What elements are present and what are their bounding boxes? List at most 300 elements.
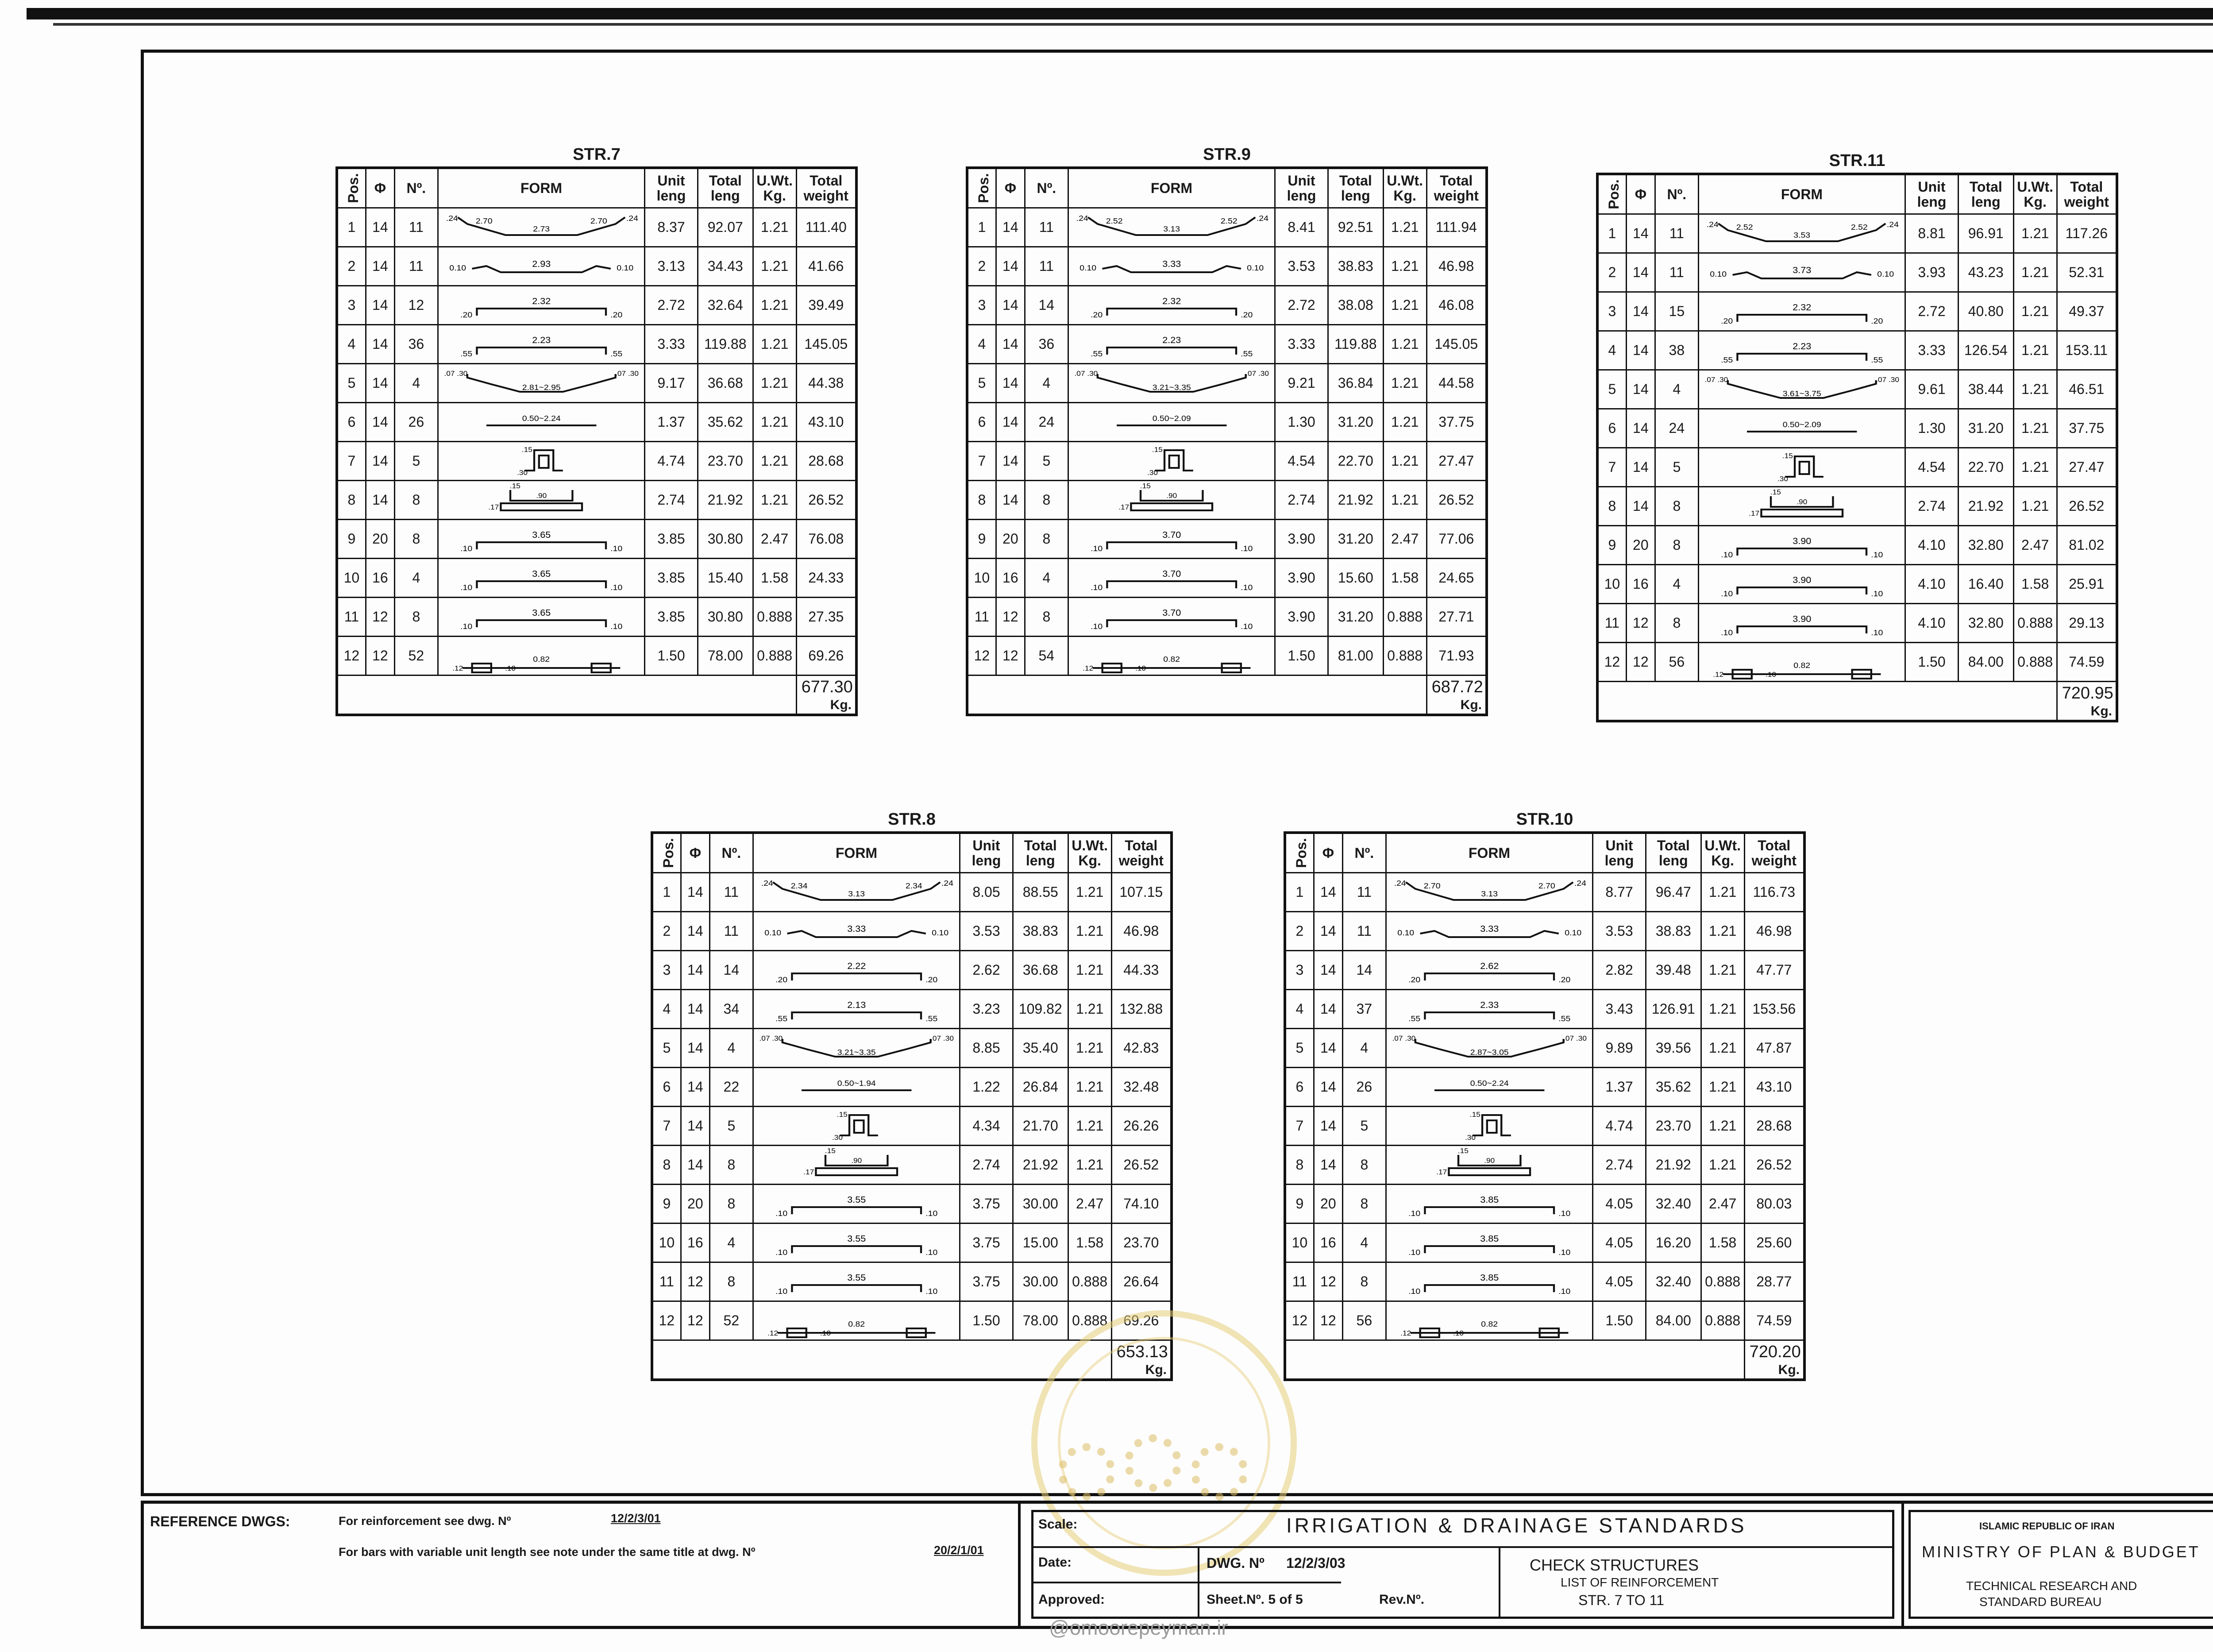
cell-no: 8 (1655, 487, 1698, 526)
table-row (337, 247, 856, 286)
cell-weight: 74.10 (1111, 1185, 1172, 1224)
cell-no: 8 (1025, 598, 1068, 637)
cell-uwt: 1.21 (1701, 951, 1744, 990)
bar-schedule (1596, 151, 2118, 722)
cell-phi: 14 (996, 403, 1025, 442)
cell-pos: 9 (1597, 526, 1626, 565)
cell-weight: 28.77 (1744, 1262, 1804, 1301)
revision-label: Rev.Nº. (1379, 1592, 1425, 1607)
cell-weight: 43.10 (1744, 1068, 1804, 1107)
header-form: FORM (753, 833, 960, 873)
bar-shape-loop (1068, 481, 1275, 520)
table-row (652, 1224, 1172, 1262)
dimension-label: 2.32 (1792, 302, 1811, 313)
cell-weight: 25.60 (1744, 1224, 1804, 1262)
dimension-label: .90 (1166, 491, 1177, 500)
cell-phi: 16 (1626, 565, 1655, 604)
dimension-label: .20 (1558, 975, 1571, 984)
dimension-label: .07 .30 (1245, 369, 1269, 378)
dimension-label: 3.21~3.35 (837, 1047, 876, 1057)
header-pos-cell (652, 833, 681, 873)
bar-line (477, 309, 606, 316)
cell-pos: 2 (1597, 253, 1626, 292)
bar-shape-straight (438, 403, 644, 442)
dimension-label: .20 (610, 310, 623, 319)
bar-shape-hook (1698, 526, 1905, 565)
bar-line (539, 455, 549, 468)
cell-pos: 1 (652, 873, 681, 912)
cell-no: 11 (1342, 912, 1386, 951)
dimension-label: .12 (767, 1329, 778, 1337)
gear-icon (1124, 1434, 1182, 1492)
cell-unit: 1.50 (1275, 637, 1328, 675)
cell-unit: 4.10 (1905, 565, 1959, 604)
reference-label: REFERENCE DWGS: (150, 1513, 290, 1529)
bar-shape-drawing (439, 637, 644, 675)
cell-pos: 8 (652, 1146, 681, 1185)
dimension-label: 2.70 (1423, 881, 1441, 890)
cell-total: 78.00 (1013, 1301, 1068, 1340)
dimension-label: .20 (925, 975, 938, 984)
cell-uwt: 2.47 (1068, 1185, 1111, 1224)
cell-pos: 3 (967, 286, 996, 325)
bar-shape-hook (1068, 520, 1275, 559)
cell-phi: 20 (1626, 526, 1655, 565)
cell-uwt: 0.888 (753, 598, 796, 637)
dimension-label: .30 (517, 468, 528, 477)
bar-shape-drawing (754, 873, 959, 911)
cell-phi: 14 (996, 286, 1025, 325)
table-row (337, 637, 856, 675)
bar-shape-drawing (1699, 448, 1905, 486)
divider (1031, 1546, 1894, 1548)
cell-uwt: 0.888 (753, 637, 796, 675)
ministry-name: MINISTRY OF PLAN & BUDGET (1922, 1543, 2200, 1561)
cell-weight: 32.48 (1111, 1068, 1172, 1107)
cell-no: 5 (394, 442, 438, 481)
table-row (1285, 1068, 1804, 1107)
dimension-label: 3.55 (847, 1195, 866, 1205)
dimension-label: 2.73 (533, 224, 550, 233)
cell-no: 36 (1025, 325, 1068, 364)
bar-shape-hook (1068, 559, 1275, 598)
total-weight: 677.30 (801, 678, 853, 696)
cell-weight: 41.66 (796, 247, 856, 286)
subtitle-list: LIST OF REINFORCEMENT (1561, 1575, 1719, 1589)
cell-phi: 14 (681, 951, 709, 990)
dimension-label: 2.33 (1480, 1000, 1499, 1010)
cell-pos: 6 (967, 403, 996, 442)
cell-total: 126.54 (1958, 331, 2013, 370)
title-panel (1021, 1504, 1904, 1626)
cell-phi: 12 (996, 598, 1025, 637)
bar-shape-loop (438, 481, 644, 520)
cell-uwt: 0.888 (1383, 598, 1426, 637)
cell-pos: 5 (1285, 1029, 1314, 1068)
total-unit: Kg. (1460, 698, 1482, 712)
bar-line (1107, 309, 1236, 316)
cell-weight: 23.70 (1111, 1224, 1172, 1262)
dimension-label: .55 (925, 1014, 938, 1023)
dimension-label: 3.33 (1480, 924, 1499, 934)
dimension-label: 0.82 (533, 654, 550, 664)
header-pos: Pos. (1293, 838, 1309, 868)
bar-shape-hook (1698, 331, 1905, 370)
table-row (1285, 1146, 1804, 1185)
dimension-label: .15 (1140, 482, 1151, 490)
dimension-label: 2.22 (847, 961, 866, 971)
bar-line (1425, 1012, 1554, 1019)
bar-shape-drawing (1699, 371, 1905, 408)
dimension-label: .10 (460, 544, 472, 553)
dimension-label: .10 (460, 621, 472, 631)
cell-total: 78.00 (698, 637, 753, 675)
cell-weight: 132.88 (1111, 990, 1172, 1029)
dimension-label: .55 (1558, 1014, 1571, 1023)
dimension-label: .10 (1720, 628, 1733, 637)
title-block (141, 1501, 2213, 1629)
cell-weight: 47.77 (1744, 951, 1804, 990)
cell-weight: 24.33 (796, 559, 856, 598)
table-row (337, 520, 856, 559)
cell-total: 32.80 (1958, 526, 2013, 565)
header-form: FORM (438, 168, 644, 208)
dimension-label: .15 (509, 482, 520, 490)
cell-uwt: 1.21 (1701, 1068, 1744, 1107)
cell-phi: 14 (1626, 331, 1655, 370)
cell-phi: 12 (681, 1262, 709, 1301)
cell-uwt: 1.21 (1383, 364, 1426, 403)
bar-shape-bent (753, 873, 960, 912)
cell-weight: 111.40 (796, 208, 856, 247)
cell-unit: 1.50 (960, 1301, 1013, 1340)
table-row (1285, 912, 1804, 951)
cell-unit: 8.81 (1905, 214, 1959, 253)
header-total: Total leng (1958, 174, 2013, 214)
bar-line (1107, 542, 1236, 549)
subtitle-check-structures: CHECK STRUCTURES (1530, 1556, 1699, 1574)
bar-shape-drawing (1069, 403, 1274, 441)
bar-shape-ladder (438, 637, 644, 675)
dimension-label: .10 (775, 1286, 787, 1296)
cell-pos: 2 (652, 912, 681, 951)
header-pos: Pos. (1605, 179, 1622, 209)
bar-shape-vbent (1068, 364, 1275, 403)
cell-weight: 46.98 (1744, 912, 1804, 951)
cell-no: 4 (709, 1029, 753, 1068)
dimension-label: 2.23 (532, 335, 551, 345)
cell-unit: 2.74 (1905, 487, 1959, 526)
cell-unit: 3.85 (645, 520, 698, 559)
bar-line (1107, 581, 1236, 588)
dimension-label: .10 (1408, 1286, 1420, 1296)
dimension-label: .07 .30 (1875, 375, 1899, 384)
dimension-label: .10 (1720, 589, 1733, 598)
dimension-label: 2.34 (790, 881, 808, 890)
table-row (652, 873, 1172, 912)
cell-no: 24 (1025, 403, 1068, 442)
cell-weight: 77.06 (1426, 520, 1487, 559)
cell-unit: 3.90 (1275, 520, 1328, 559)
dimension-label: 2.87~3.05 (1470, 1047, 1509, 1057)
cell-pos: 12 (1597, 643, 1626, 682)
bar-line (1487, 1120, 1497, 1133)
table-row (652, 912, 1172, 951)
cell-total: 109.82 (1013, 990, 1068, 1029)
dimension-label: .24 (626, 213, 638, 223)
cell-weight: 76.08 (796, 520, 856, 559)
bar-shape-drawing (1699, 409, 1905, 447)
divider (1499, 1546, 1500, 1619)
bar-shape-drawing (1069, 520, 1274, 558)
bar-shape-hook (1068, 598, 1275, 637)
dimension-label: 3.13 (1163, 224, 1180, 233)
header-form: FORM (1068, 168, 1275, 208)
cell-total: 38.08 (1328, 286, 1383, 325)
dimension-label: .10 (1871, 628, 1883, 637)
bar-shape-drawing (439, 520, 644, 558)
total-spacer (652, 1340, 1111, 1380)
bar-shape-bent (1068, 208, 1275, 247)
dimension-label: .10 (1241, 621, 1253, 631)
dimension-label: .10 (775, 1247, 787, 1257)
cell-total: 15.00 (1013, 1224, 1068, 1262)
cell-unit: 3.85 (645, 559, 698, 598)
dimension-label: .30 (1147, 468, 1158, 477)
cell-total: 31.20 (1328, 598, 1383, 637)
cell-total: 30.00 (1013, 1185, 1068, 1224)
dimension-label: 2.70 (590, 216, 607, 225)
dimension-label: 2.52 (1106, 216, 1123, 225)
cell-unit: 3.75 (960, 1224, 1013, 1262)
cell-phi: 14 (366, 247, 394, 286)
header-total: Total leng (698, 168, 753, 208)
cell-pos: 11 (967, 598, 996, 637)
bar-shape-hook (1698, 565, 1905, 604)
header-uwt: U.Wt. Kg. (1701, 833, 1744, 873)
table-row (967, 247, 1487, 286)
bar-shape-hook (438, 598, 644, 637)
cell-pos: 7 (337, 442, 366, 481)
dimension-label: 2.52 (1220, 216, 1238, 225)
cell-no: 8 (394, 598, 438, 637)
cell-pos: 2 (967, 247, 996, 286)
bar-shape-hook (1386, 1224, 1592, 1262)
dimension-label: .12 (452, 664, 463, 672)
bar-shape-drawing (1069, 559, 1274, 597)
schedule-title: STR.7 (573, 145, 621, 164)
cell-weight: 80.03 (1744, 1185, 1804, 1224)
dimension-label: 3.65 (532, 530, 551, 540)
bar-schedule (651, 810, 1173, 1381)
cell-pos: 11 (652, 1262, 681, 1301)
dimension-label: .07 .30 (930, 1034, 954, 1042)
cell-total: 35.40 (1013, 1029, 1068, 1068)
table-row (337, 208, 856, 247)
bar-line (1425, 1207, 1554, 1214)
dimension-label: .55 (1408, 1014, 1420, 1023)
subtitle-range: STR. 7 TO 11 (1578, 1592, 1664, 1608)
cell-phi: 12 (366, 598, 394, 637)
reference-line-2: For bars with variable unit length see note under the same title at dwg. Nº (339, 1545, 756, 1559)
bar-shape-drawing (1387, 1029, 1592, 1067)
dimension-label: .10 (1090, 583, 1103, 592)
bar-shape-drawing (1387, 1107, 1592, 1145)
bar-line (792, 973, 921, 980)
total-weight: 720.20 (1749, 1343, 1801, 1361)
cell-weight: 46.98 (1111, 912, 1172, 951)
dimension-label: 2.52 (1736, 222, 1753, 232)
cell-no: 4 (1025, 364, 1068, 403)
cell-phi: 12 (1314, 1301, 1342, 1340)
dimension-label: 2.62 (1480, 961, 1499, 971)
cell-uwt: 1.21 (753, 247, 796, 286)
bar-shape-hook (1068, 286, 1275, 325)
ministry-bureau-1: TECHNICAL RESEARCH AND (1966, 1579, 2137, 1593)
dimension-label: .12 (1400, 1329, 1411, 1337)
bar-shape-stirrup (1386, 1107, 1592, 1146)
cell-phi: 14 (366, 286, 394, 325)
dimension-label: .07 .30 (1074, 369, 1098, 378)
schedule-title: STR.11 (1829, 151, 1885, 170)
cell-weight: 81.02 (2057, 526, 2117, 565)
cell-weight: 26.64 (1111, 1262, 1172, 1301)
cell-weight: 46.98 (1426, 247, 1487, 286)
dimension-label: .24 (1574, 878, 1586, 888)
cell-no: 26 (1342, 1068, 1386, 1107)
bar-shape-loop (753, 1146, 960, 1185)
dimension-label: 2.23 (1162, 335, 1181, 345)
cell-weight: 44.38 (796, 364, 856, 403)
cell-total: 126.91 (1646, 990, 1701, 1029)
dimension-label: .10 (610, 583, 623, 592)
dimension-label: .55 (1241, 349, 1253, 358)
cell-pos: 12 (967, 637, 996, 675)
cell-weight: 26.26 (1111, 1107, 1172, 1146)
cell-no: 26 (394, 403, 438, 442)
cell-phi: 14 (1626, 253, 1655, 292)
cell-unit: 3.43 (1593, 990, 1646, 1029)
bar-shape-drawing (439, 364, 644, 402)
cell-uwt: 1.21 (2013, 409, 2057, 448)
dimension-label: .15 (1770, 488, 1781, 496)
header-pos-cell (337, 168, 366, 208)
schedule-title: STR.9 (1203, 145, 1251, 164)
dimension-label: .10 (1241, 544, 1253, 553)
cell-weight: 74.59 (1744, 1301, 1804, 1340)
cell-phi: 14 (366, 403, 394, 442)
cell-no: 8 (709, 1185, 753, 1224)
cell-total: 38.83 (1013, 912, 1068, 951)
cell-uwt: 1.21 (1383, 286, 1426, 325)
dimension-label: 3.73 (1792, 265, 1811, 275)
dimension-label: 2.81~2.95 (522, 382, 561, 392)
bar-shape-drawing (1387, 951, 1592, 989)
dimension-label: .15 (1469, 1110, 1480, 1119)
header-unit: Unit leng (1275, 168, 1328, 208)
cell-unit: 1.50 (1905, 643, 1959, 682)
cell-phi: 14 (1314, 873, 1342, 912)
header-phi: Φ (1626, 174, 1655, 214)
cell-unit: 2.82 (1593, 951, 1646, 990)
table-row (1285, 990, 1804, 1029)
cell-total: 30.80 (698, 598, 753, 637)
cell-weight: 116.73 (1744, 873, 1804, 912)
table-row (967, 286, 1487, 325)
cell-weight: 44.58 (1426, 364, 1487, 403)
cell-no: 8 (1025, 520, 1068, 559)
schedule-table (335, 166, 858, 716)
cell-phi: 14 (1626, 292, 1655, 331)
bar-shape-drawing (1387, 1302, 1592, 1339)
bar-line (1425, 973, 1554, 980)
bar-shape-hook (753, 990, 960, 1029)
cell-total: 31.20 (1328, 403, 1383, 442)
cell-unit: 9.89 (1593, 1029, 1646, 1068)
dimension-label: .10 (1090, 544, 1103, 553)
cell-uwt: 0.888 (1701, 1301, 1744, 1340)
dimension-label: .17 (1436, 1168, 1447, 1176)
cell-unit: 3.53 (960, 912, 1013, 951)
header-phi: Φ (366, 168, 394, 208)
cell-total: 21.92 (1958, 487, 2013, 526)
cell-total: 22.70 (1328, 442, 1383, 481)
cell-weight: 107.15 (1111, 873, 1172, 912)
table-row (1597, 370, 2117, 409)
cell-uwt: 1.21 (753, 481, 796, 520)
cell-no: 4 (1025, 559, 1068, 598)
bar-line (1425, 1246, 1554, 1253)
bar-schedule (966, 145, 1488, 716)
cell-pos: 10 (652, 1224, 681, 1262)
table-row (652, 1029, 1172, 1068)
reference-panel (144, 1504, 1021, 1626)
bar-shape-bent (1698, 214, 1905, 253)
bar-line (1737, 315, 1866, 322)
cell-uwt: 1.21 (753, 364, 796, 403)
header-total: Total leng (1646, 833, 1701, 873)
cell-weight: 47.87 (1744, 1029, 1804, 1068)
bar-line (816, 1168, 897, 1175)
bar-shape-stirrup (1698, 448, 1905, 487)
cell-weight: 153.11 (2057, 331, 2117, 370)
cell-phi: 14 (1626, 448, 1655, 487)
dimension-label: .90 (536, 491, 547, 500)
cell-phi: 14 (681, 1146, 709, 1185)
cell-uwt: 1.21 (2013, 331, 2057, 370)
cell-uwt: 1.21 (2013, 487, 2057, 526)
dimension-label: .17 (803, 1168, 814, 1176)
dimension-label: .10 (925, 1247, 938, 1257)
table-row (967, 403, 1487, 442)
cell-total: 21.92 (698, 481, 753, 520)
cell-total: 88.55 (1013, 873, 1068, 912)
cell-total: 16.40 (1958, 565, 2013, 604)
table-row (1597, 604, 2117, 643)
cell-no: 54 (1025, 637, 1068, 675)
dimension-label: 0.10 (449, 263, 466, 272)
cell-unit: 3.13 (645, 247, 698, 286)
cell-phi: 16 (681, 1224, 709, 1262)
cell-pos: 1 (337, 208, 366, 247)
bar-line (477, 620, 606, 627)
dimension-label: 3.85 (1480, 1195, 1499, 1205)
cell-no: 11 (1655, 253, 1698, 292)
ministry-bureau-2: STANDARD BUREAU (1979, 1595, 2102, 1609)
cell-uwt: 1.21 (2013, 292, 2057, 331)
dimension-label: .30 (1465, 1133, 1476, 1142)
table-row (967, 559, 1487, 598)
